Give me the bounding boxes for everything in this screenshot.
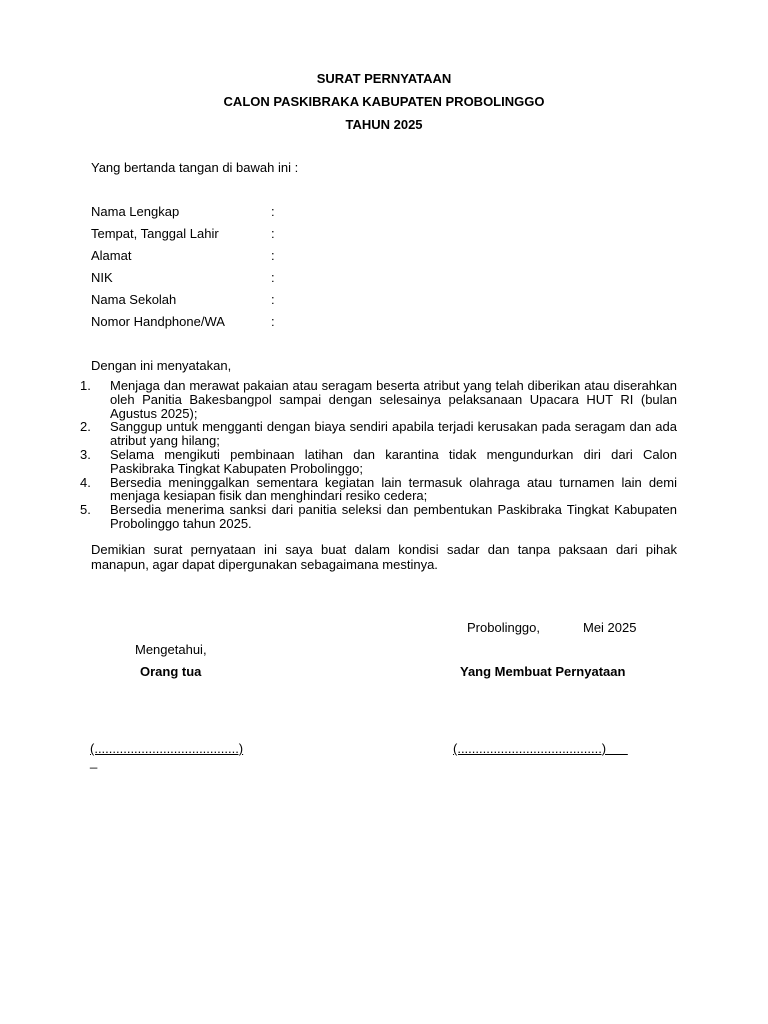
place-text: Probolinggo,: [467, 620, 540, 635]
list-number: 2.: [80, 419, 91, 435]
date-text: Mei 2025: [583, 620, 637, 635]
field-label-nik: NIK: [91, 270, 113, 285]
list-number: 1.: [80, 378, 91, 393]
list-number: 3.: [80, 446, 91, 462]
left-signature-line: (........................................): [90, 741, 244, 756]
list-text: Bersedia menerima sanksi dari panitia seleksi dan pembentukan Paskibraka Tingkat Kabupaten Probolinggo tahun 2025.: [110, 502, 677, 531]
doc-subtitle: CALON PASKIBRAKA KABUPATEN PROBOLINGGO: [223, 94, 545, 109]
right-signer-label: Yang Membuat Pernyataan: [460, 664, 626, 679]
list-text: Sanggup untuk mengganti dengan biaya sendiri apabila terjadi kerusakan pada seragam dan ada atribut yang hilang;: [110, 419, 677, 449]
list-number: 4.: [80, 474, 91, 490]
list-text: Menjaga dan merawat pakaian atau seragam beserta atribut yang telah diberikan atau diserahkan oleh Panitia Bakesbangpol sampai dengan selesainya pelaksanaan Upacara HUT RI (bulan Agustus 2025);: [110, 378, 677, 421]
list-item: [80, 379, 677, 420]
list-item: [80, 420, 677, 448]
field-label-hp: Nomor Handphone/WA: [91, 314, 225, 329]
list-item: [80, 476, 677, 504]
field-label-ttl: Tempat, Tanggal Lahir: [91, 226, 219, 241]
field-colon: :: [271, 292, 275, 307]
doc-title: SURAT PERNYATAAN: [316, 71, 452, 86]
intro-text: Yang bertanda tangan di bawah ini :: [91, 160, 299, 175]
field-colon: :: [271, 270, 275, 285]
field-label-alamat: Alamat: [91, 248, 132, 263]
list-text: Selama mengikuti pembinaan latihan dan karantina tidak mengundurkan diri dari Calon Paskibraka Tingkat Kabupaten Probolinggo;: [110, 446, 677, 476]
list-number: 5.: [80, 502, 91, 518]
list-item: [80, 503, 677, 531]
field-label-nama: Nama Lengkap: [91, 204, 180, 219]
field-colon: :: [271, 226, 275, 241]
stray-mark: _: [90, 754, 98, 769]
acknowledge-text: Mengetahui,: [135, 642, 207, 657]
field-colon: :: [271, 314, 275, 329]
right-signature-line: (........................................): [453, 741, 628, 756]
field-label-sekolah: Nama Sekolah: [91, 292, 177, 307]
list-text: Bersedia meninggalkan sementara kegiatan lain termasuk olahraga atau turnamen lain demi menjaga kesiapan fisik dan menghindari resiko cedera;: [110, 474, 677, 504]
field-colon: :: [271, 204, 275, 219]
statement-intro: Dengan ini menyatakan,: [91, 358, 232, 373]
statement-list: [80, 379, 677, 531]
left-signer-label: Orang tua: [140, 664, 202, 679]
closing-paragraph: Demikian surat pernyataan ini saya buat dalam kondisi sadar dan tanpa paksaan dari pihak manapun, agar dapat dipergunakan sebagaimana mestinya.: [91, 542, 677, 572]
field-colon: :: [271, 248, 275, 263]
doc-year: TAHUN 2025: [345, 117, 423, 132]
list-item: [80, 448, 677, 476]
